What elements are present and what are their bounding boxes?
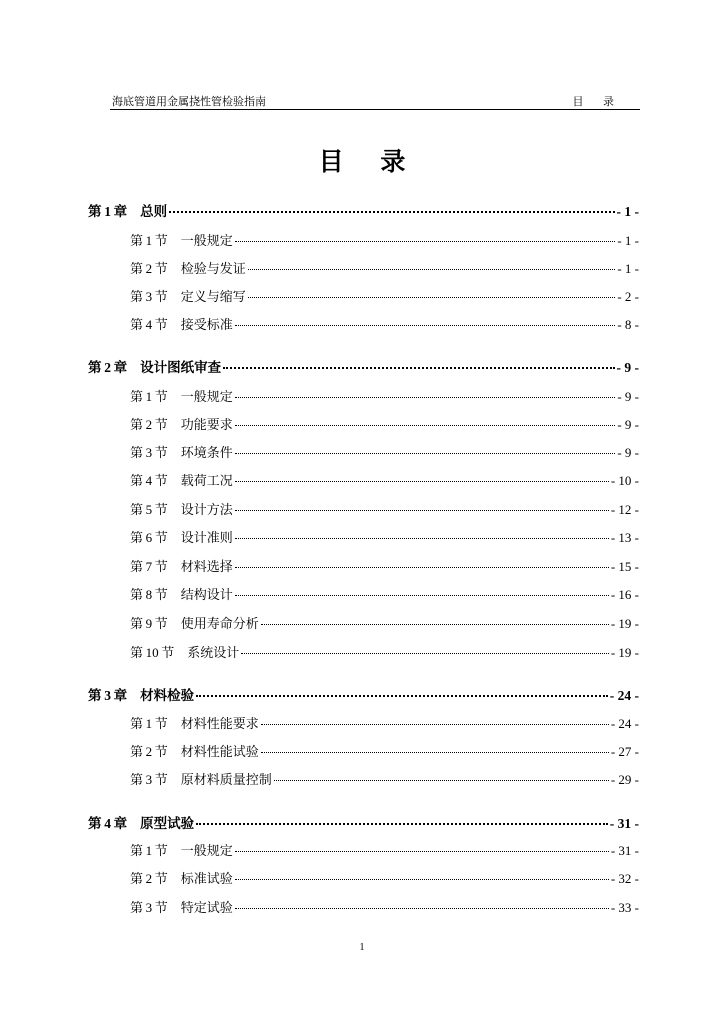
toc-entry-label [88, 812, 194, 832]
toc-entry-label [88, 684, 194, 704]
entry-page-number: - 12 - [610, 502, 639, 517]
toc-entry-label [130, 386, 233, 405]
dot-leader [235, 397, 616, 398]
dot-leader [235, 481, 609, 482]
entry-title: 设计图纸审查 [140, 360, 222, 376]
entry-number: 10 [143, 645, 162, 660]
entry-number: 6 [143, 530, 155, 545]
toc-section-entry[interactable] [130, 499, 639, 519]
entry-number: 7 [143, 559, 155, 574]
entry-unit: 节 [154, 773, 168, 788]
dot-leader [261, 624, 609, 625]
entry-title: 一般规定 [180, 234, 233, 249]
entry-number: 1 [143, 843, 155, 858]
toc-chapter-entry[interactable] [88, 200, 639, 220]
entry-title: 原型试验 [140, 816, 195, 832]
entry-title: 材料选择 [180, 560, 233, 575]
entry-page-number: - 1 - [617, 261, 639, 276]
entry-number: 3 [101, 688, 114, 703]
entry-unit: 节 [154, 234, 168, 249]
entry-title: 接受标准 [180, 318, 233, 333]
entry-unit: 节 [154, 446, 168, 461]
page-number: 1 [359, 942, 365, 953]
entry-prefix: 第 [130, 290, 144, 305]
entry-unit: 节 [154, 418, 168, 433]
dot-leader [248, 269, 616, 270]
entry-unit: 节 [154, 503, 168, 518]
entry-unit: 节 [161, 646, 175, 661]
dot-leader [169, 211, 614, 213]
entry-number: 3 [143, 772, 155, 787]
entry-unit: 节 [154, 901, 168, 916]
entry-page-number: - 2 - [617, 289, 639, 304]
entry-number: 2 [143, 871, 155, 886]
toc-section-entry[interactable] [130, 713, 639, 733]
toc-section-entry[interactable] [130, 386, 639, 406]
entry-number: 2 [143, 261, 155, 276]
dot-leader [235, 325, 616, 326]
entry-title: 使用寿命分析 [180, 617, 259, 632]
entry-prefix: 第 [130, 446, 144, 461]
entry-page-number: - 8 - [617, 317, 639, 332]
entry-page-number: - 31 - [610, 843, 639, 858]
toc-entry-label [130, 769, 272, 788]
entry-unit: 节 [154, 872, 168, 887]
entry-page-number: - 16 - [610, 587, 639, 602]
entry-number: 9 [143, 616, 155, 631]
entry-prefix: 第 [88, 360, 102, 376]
entry-page-number: - 19 - [610, 645, 639, 660]
entry-prefix: 第 [88, 688, 102, 704]
dot-leader [274, 780, 609, 781]
entry-prefix: 第 [130, 503, 144, 518]
entry-title: 一般规定 [180, 844, 233, 859]
entry-title: 材料性能要求 [180, 717, 259, 732]
entry-page-number: - 10 - [610, 473, 639, 488]
dot-leader [261, 724, 609, 725]
entry-title: 定义与缩写 [180, 290, 246, 305]
toc-entry-label [130, 314, 233, 333]
toc-entry-label [130, 230, 233, 249]
dot-leader [235, 453, 616, 454]
entry-prefix: 第 [130, 474, 144, 489]
entry-title: 设计准则 [180, 531, 233, 546]
entry-page-number: - 1 - [617, 233, 639, 248]
dot-leader [248, 297, 616, 298]
toc-entry-label [130, 414, 233, 433]
entry-number: 5 [143, 502, 155, 517]
entry-title: 总则 [140, 204, 168, 220]
entry-prefix: 第 [130, 773, 144, 788]
toc-entry-label [130, 868, 233, 887]
entry-number: 4 [101, 816, 114, 831]
entry-number: 2 [101, 360, 114, 375]
entry-title: 标准试验 [180, 872, 233, 887]
toc-section-entry[interactable] [130, 286, 639, 306]
running-header [110, 93, 640, 110]
entry-page-number: - 33 - [610, 900, 639, 915]
entry-prefix: 第 [130, 318, 144, 333]
dot-leader [223, 367, 614, 369]
toc-section-entry[interactable] [130, 584, 639, 604]
toc-chapter-entry[interactable] [88, 356, 639, 376]
entry-number: 3 [143, 445, 155, 460]
toc-section-entry[interactable] [130, 741, 639, 761]
toc-section-entry[interactable] [130, 442, 639, 462]
entry-number: 8 [143, 587, 155, 602]
entry-title: 检验与发证 [180, 262, 246, 277]
entry-number: 3 [143, 289, 155, 304]
entry-number: 1 [101, 204, 114, 219]
entry-unit: 节 [154, 531, 168, 546]
dot-leader [196, 695, 608, 697]
toc-entry-label [130, 442, 233, 461]
dot-leader [235, 879, 609, 880]
entry-page-number: - 9 - [616, 360, 639, 375]
toc-entry-label [130, 584, 233, 603]
toc-section-entry[interactable] [130, 230, 639, 250]
entry-page-number: - 27 - [610, 744, 639, 759]
entry-page-number: - 24 - [609, 688, 639, 703]
dot-leader [235, 908, 609, 909]
entry-unit: 节 [154, 717, 168, 732]
dot-leader [235, 241, 616, 242]
entry-prefix: 第 [88, 204, 102, 220]
entry-prefix: 第 [130, 588, 144, 603]
toc-entry-label [130, 613, 259, 632]
entry-unit: 节 [154, 560, 168, 575]
dot-leader [196, 823, 608, 825]
entry-number: 1 [143, 389, 155, 404]
entry-title: 原材料质量控制 [180, 773, 272, 788]
entry-title: 特定试验 [180, 901, 233, 916]
entry-page-number: - 9 - [617, 389, 639, 404]
dot-leader [235, 510, 609, 511]
entry-prefix: 第 [130, 646, 144, 661]
header-doc-title: 海底管道用金属挠性管检验指南 [112, 95, 266, 108]
dot-leader [235, 425, 616, 426]
entry-page-number: - 19 - [610, 616, 639, 631]
entry-page-number: - 29 - [610, 772, 639, 787]
entry-unit: 节 [154, 290, 168, 305]
entry-page-number: - 24 - [610, 716, 639, 731]
entry-title: 结构设计 [180, 588, 233, 603]
entry-number: 1 [143, 716, 155, 731]
entry-unit: 节 [154, 844, 168, 859]
toc-entry-label [130, 470, 233, 489]
entry-unit: 章 [113, 816, 128, 832]
entry-unit: 节 [154, 390, 168, 405]
entry-title: 系统设计 [187, 646, 240, 661]
entry-page-number: - 1 - [616, 204, 639, 219]
entry-number: 1 [143, 233, 155, 248]
entry-prefix: 第 [130, 390, 144, 405]
entry-prefix: 第 [130, 745, 144, 760]
entry-title: 设计方法 [180, 503, 233, 518]
entry-prefix: 第 [130, 234, 144, 249]
toc-section-entry[interactable] [130, 314, 639, 334]
entry-page-number: - 9 - [617, 417, 639, 432]
entry-unit: 节 [154, 745, 168, 760]
toc-entry-label [130, 741, 259, 760]
toc-entry-label [130, 642, 239, 661]
entry-title: 环境条件 [180, 446, 233, 461]
entry-prefix: 第 [130, 262, 144, 277]
entry-page-number: - 15 - [610, 559, 639, 574]
toc-section-entry[interactable] [130, 470, 639, 490]
toc-section-entry[interactable] [130, 868, 639, 888]
toc-section-entry[interactable] [130, 258, 639, 278]
entry-page-number: - 9 - [617, 445, 639, 460]
toc-entry-label [130, 556, 233, 575]
dot-leader [241, 653, 609, 654]
entry-page-number: - 31 - [609, 816, 639, 831]
toc-section-entry[interactable] [130, 769, 639, 789]
entry-unit: 节 [154, 262, 168, 277]
toc-chapter-entry[interactable] [88, 812, 639, 832]
entry-number: 2 [143, 744, 155, 759]
entry-number: 4 [143, 317, 155, 332]
entry-title: 载荷工况 [180, 474, 233, 489]
toc-entry-label [130, 499, 233, 518]
entry-prefix: 第 [130, 872, 144, 887]
entry-title: 功能要求 [180, 418, 233, 433]
toc-entry-label [130, 897, 233, 916]
toc-section-entry[interactable] [130, 556, 639, 576]
toc-section-entry[interactable] [130, 613, 639, 633]
entry-prefix: 第 [130, 901, 144, 916]
entry-unit: 章 [113, 360, 128, 376]
toc-entry-label [88, 200, 167, 220]
page-title: 目 录 [318, 147, 420, 176]
entry-prefix: 第 [130, 531, 144, 546]
entry-unit: 节 [154, 318, 168, 333]
entry-prefix: 第 [130, 717, 144, 732]
entry-number: 2 [143, 417, 155, 432]
entry-page-number: - 32 - [610, 871, 639, 886]
dot-leader [235, 595, 609, 596]
toc-section-entry[interactable] [130, 642, 639, 662]
entry-prefix: 第 [130, 560, 144, 575]
toc-entry-label [130, 258, 246, 277]
entry-unit: 节 [154, 588, 168, 603]
toc-section-entry[interactable] [130, 527, 639, 547]
toc-section-entry[interactable] [130, 840, 639, 860]
entry-unit: 节 [154, 617, 168, 632]
dot-leader [235, 538, 609, 539]
toc-entry-label [88, 356, 221, 376]
entry-number: 3 [143, 900, 155, 915]
entry-number: 4 [143, 473, 155, 488]
toc-section-entry[interactable] [130, 414, 639, 434]
entry-prefix: 第 [130, 617, 144, 632]
entry-prefix: 第 [130, 844, 144, 859]
entry-title: 材料检验 [140, 688, 195, 704]
entry-title: 材料性能试验 [180, 745, 259, 760]
entry-title: 一般规定 [180, 390, 233, 405]
entry-unit: 节 [154, 474, 168, 489]
toc-entry-label [130, 527, 233, 546]
dot-leader [261, 752, 609, 753]
dot-leader [235, 567, 609, 568]
entry-prefix: 第 [130, 418, 144, 433]
toc-entry-label [130, 286, 246, 305]
header-section-label: 目 录 [572, 95, 622, 108]
toc-chapter-entry[interactable] [88, 684, 639, 704]
toc-entry-label [130, 840, 233, 859]
entry-page-number: - 13 - [610, 530, 639, 545]
dot-leader [235, 851, 609, 852]
entry-prefix: 第 [88, 816, 102, 832]
toc-entry-label [130, 713, 259, 732]
toc-section-entry[interactable] [130, 897, 639, 917]
entry-unit: 章 [113, 688, 128, 704]
entry-unit: 章 [113, 204, 128, 220]
